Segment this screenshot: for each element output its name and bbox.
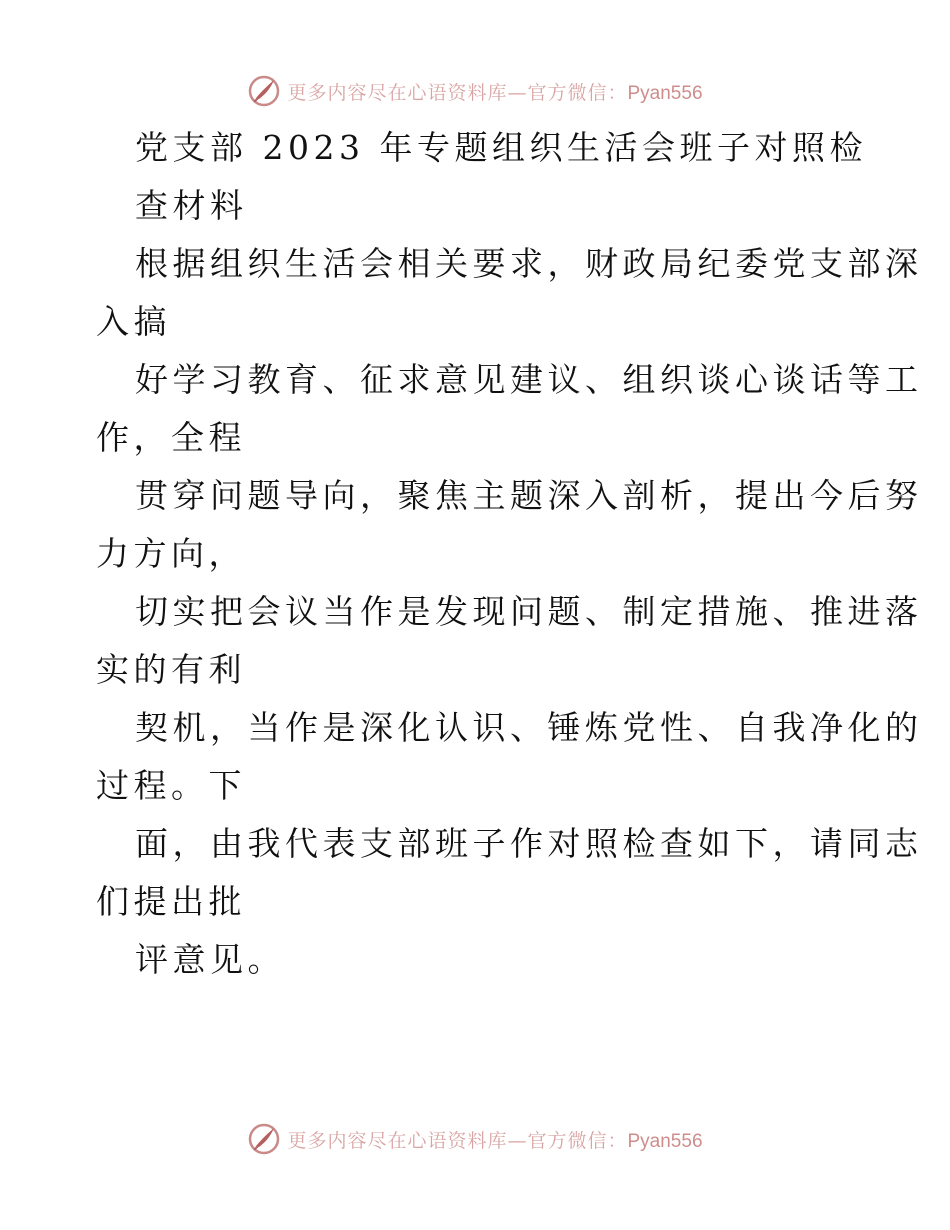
document-title-line-1: 党支部 2023 年专题组织生活会班子对照检 xyxy=(135,128,867,167)
watermark-wechat-account: Pyan556 xyxy=(627,82,703,104)
header-watermark xyxy=(0,71,950,111)
paragraph-line: 力方向， xyxy=(96,534,246,573)
paragraph-line: 面，由我代表支部班子作对照检查如下，请同志 xyxy=(135,824,923,863)
watermark-wechat-label: 官方微信： xyxy=(527,1129,628,1152)
watermark-wechat-account: Pyan556 xyxy=(627,1130,703,1152)
paragraph-line: 作，全程 xyxy=(96,418,246,457)
paragraph-line: 根据组织生活会相关要求，财政局纪委党支部深 xyxy=(135,244,923,283)
paragraph-line: 好学习教育、征求意见建议、组织谈心谈话等工 xyxy=(135,360,923,399)
watermark-text xyxy=(287,1126,702,1153)
watermark-dash: — xyxy=(507,81,528,104)
paragraph-line: 切实把会议当作是发现问题、制定措施、推进落 xyxy=(135,592,923,631)
quill-logo-icon xyxy=(247,1122,281,1156)
paragraph-line: 入搞 xyxy=(96,302,171,341)
paragraph-line: 契机，当作是深化认识、锤炼党性、自我净化的 xyxy=(135,708,923,747)
paragraph-line: 们提出批 xyxy=(96,882,246,921)
paragraph-line: 贯穿问题导向，聚焦主题深入剖析，提出今后努 xyxy=(135,476,923,515)
watermark-dash: — xyxy=(507,1129,528,1152)
watermark-brand: 更多内容尽在心语资料库 xyxy=(287,1129,508,1152)
watermark-text xyxy=(287,78,702,105)
quill-logo-icon xyxy=(247,74,281,108)
footer-watermark xyxy=(0,1119,950,1159)
paragraph-line: 实的有利 xyxy=(96,650,246,689)
document-title-line-2: 查材料 xyxy=(135,186,248,225)
paragraph-line: 过程。下 xyxy=(96,766,246,805)
paragraph-line: 评意见。 xyxy=(135,940,285,979)
watermark-brand: 更多内容尽在心语资料库 xyxy=(287,81,508,104)
watermark-wechat-label: 官方微信： xyxy=(527,81,628,104)
